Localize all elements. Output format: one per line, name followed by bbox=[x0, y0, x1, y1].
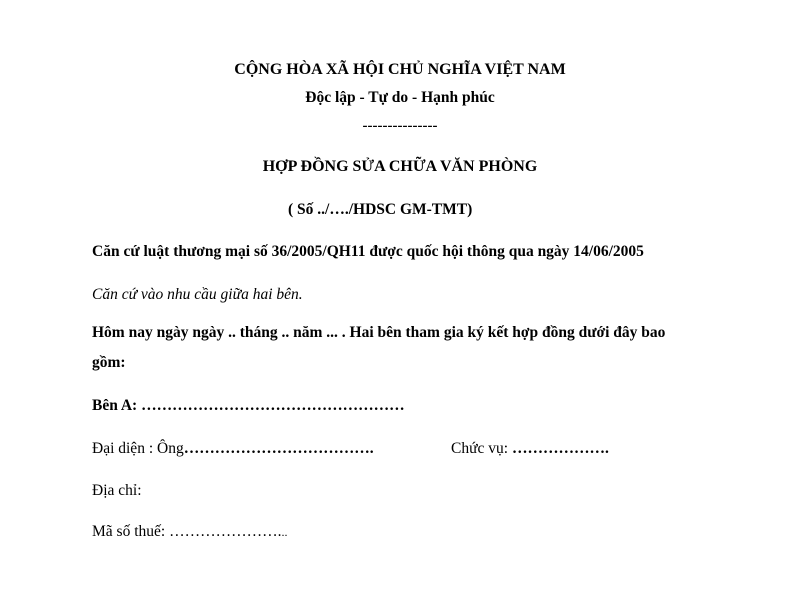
national-motto: Độc lập - Tự do - Hạnh phúc bbox=[305, 89, 495, 106]
position-blank: ………………. bbox=[511, 440, 609, 457]
tax-code-tail: .. bbox=[281, 525, 288, 539]
tax-code-blank: …………………. bbox=[169, 523, 282, 540]
representative-blank: ………………………………. bbox=[183, 440, 374, 457]
contract-title: HỢP ĐỒNG SỬA CHỮA VĂN PHÒNG bbox=[262, 158, 538, 175]
legal-basis-need: Căn cứ vào nhu cầu giữa hai bên. bbox=[92, 286, 303, 303]
header-divider: --------------- bbox=[362, 118, 438, 134]
intro-paragraph-line-2: gồm: bbox=[92, 354, 126, 371]
legal-basis-law: Căn cứ luật thương mại số 36/2005/QH11 được quốc hội thông qua ngày 14/06/2005 bbox=[92, 243, 644, 260]
address-label: Địa chỉ: bbox=[92, 482, 142, 499]
national-title: CỘNG HÒA XÃ HỘI CHỦ NGHĨA VIỆT NAM bbox=[234, 61, 566, 78]
tax-code-label: Mã số thuế: bbox=[92, 523, 170, 540]
contract-number: ( Số ../…./HDSC GM-TMT) bbox=[288, 201, 473, 218]
representative-line bbox=[92, 439, 374, 459]
position-line bbox=[451, 439, 609, 459]
address-line bbox=[92, 481, 142, 501]
tax-code-line bbox=[92, 522, 287, 542]
position-label: Chức vụ: bbox=[451, 440, 512, 457]
intro-paragraph-line-1: Hôm nay ngày ngày .. tháng .. năm ... . Hai bên tham gia ký kết hợp đồng dưới đây bao bbox=[92, 324, 666, 341]
representative-label: Đại diện : Ông bbox=[92, 440, 184, 457]
party-a-heading: Bên A: …………………………………………… bbox=[92, 397, 405, 414]
